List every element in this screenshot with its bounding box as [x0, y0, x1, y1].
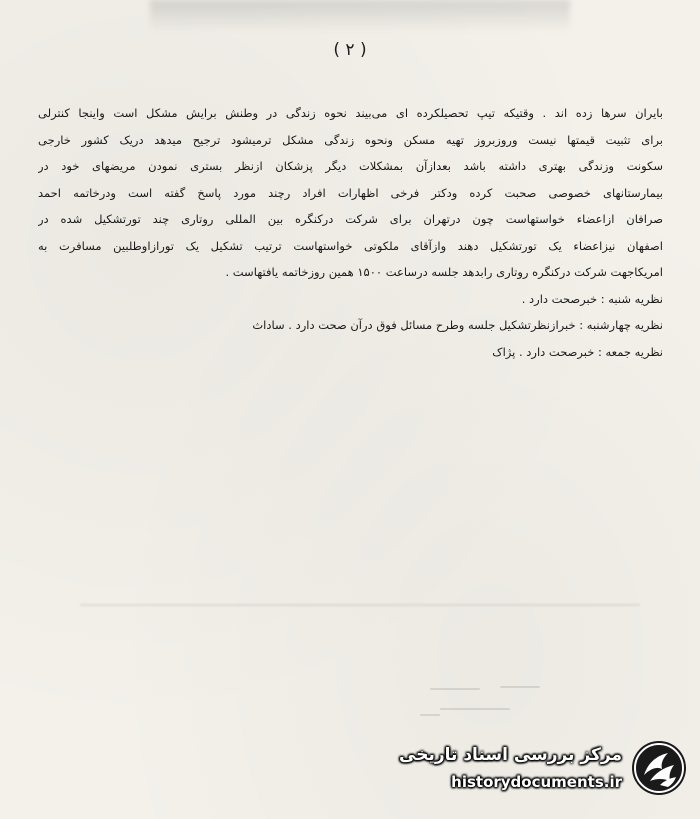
watermark-url: historydocuments.ir	[451, 773, 622, 791]
page-number: ( ۲ )	[333, 40, 367, 60]
text-line: سکونت وزندگی بهتری داشته باشد بعدازآن بمشکلات دیگر پزشکان ازنظر بستری نمودن مریضهای خود در	[38, 159, 663, 173]
watermark-name: مرکز بررسی اسناد تاریخی	[399, 745, 622, 765]
text-line: بیمارستانهای خصوصی صحبت کرده ودکتر فرخی اظهارات افراد رچند مورد پاسخ گفته است ودرخاتمه احمد	[38, 185, 663, 200]
text-line: صرافان ازاعضاء خواستهاست چون درتهران برای شرکت درکنگره بین المللی روتاری چند تورتشکیل شده در	[38, 212, 663, 226]
text-line: نظریه چهارشنبه : خبرازنظرتشکیل جلسه وطرح مسائل فوق درآن صحت دارد . ساداث	[252, 318, 663, 332]
text-line: اصفهان نیزاعضاء یک تورتشکیل دهند وازآقای ملکوتی خواستهاست ترتیب تشکیل یک تورازاوطلبین مسافرت به	[38, 238, 663, 253]
text-line: نظریه شنبه : خبرصحت دارد .	[521, 291, 663, 306]
text-line: امریکاجهت شرکت درکنگره روتاری رابدهد جلسه درساعت ۱۵۰۰ همین روزخاتمه یافتهاست .	[225, 265, 663, 279]
text-line: نظریه جمعه : خبرصحت دارد . پژاک	[492, 344, 663, 359]
watermark	[398, 739, 688, 809]
scan-smudge	[150, 0, 570, 32]
scan-artifact-bleedthrough	[410, 678, 560, 738]
scan-artifact-rule	[80, 604, 640, 606]
text-line: بایران سرها زده اند . وقتیکه تیپ تحصیلکرده ای می‌بیند نحوه زندگی در وطنش برایش مشکل است واینجا کنترلی	[38, 106, 663, 120]
document-body	[38, 100, 663, 365]
text-line: برای تثبیت قیمتها نیست وروزبروز تهیه مسکن ونحوه زندگی مشکل ترمیشود ترجیح میدهد دریک کشور خارجی	[38, 132, 663, 147]
archive-logo-icon	[630, 739, 688, 797]
